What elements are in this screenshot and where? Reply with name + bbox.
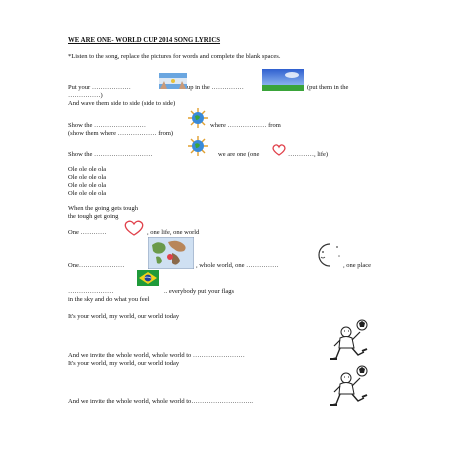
lyric-line-1b: up in the …………… bbox=[187, 84, 244, 91]
chorus-line-4: Ole ole ole ola bbox=[68, 190, 107, 197]
lyric-line-12: It's your world, my world, our world today bbox=[68, 313, 180, 320]
soccer-player-icon bbox=[328, 364, 374, 408]
lyric-line-5b: we are one (one bbox=[218, 151, 260, 158]
moon-icon bbox=[310, 242, 342, 268]
hands-flag-icon bbox=[158, 72, 188, 90]
lyric-line-5a: Show the ……………………… bbox=[68, 151, 153, 158]
lyric-line-10b: .. everybody put your flags bbox=[164, 288, 235, 295]
heart-icon bbox=[124, 220, 144, 236]
lyric-line-3a: Show the …………………… bbox=[68, 122, 146, 129]
lyric-line-6: When the going gets tough bbox=[68, 205, 139, 212]
chorus-line-1: Ole ole ole ola bbox=[68, 166, 107, 173]
lyric-line-15: And we invite the whole world, whole world to……………………….. bbox=[68, 398, 254, 405]
lyric-line-2: And wave them side to side (side to side) bbox=[68, 100, 176, 107]
lyric-line-9b: , whole world, one …………… bbox=[196, 262, 279, 269]
chorus-line-3: Ole ole ole ola bbox=[68, 182, 107, 189]
lyric-line-9a: One………………… bbox=[68, 262, 125, 269]
lyric-line-1d: ……………) bbox=[68, 92, 103, 99]
sun-globe-icon bbox=[188, 108, 208, 128]
lyric-line-1a: Put your ……………… bbox=[68, 84, 131, 91]
lyric-line-14: It's your world, my world, our world today bbox=[68, 360, 180, 367]
lyric-line-10a: ………………… bbox=[68, 288, 114, 295]
sun-globe-icon bbox=[188, 136, 208, 156]
lyric-line-7: the tough get going bbox=[68, 213, 119, 220]
sky-icon bbox=[262, 69, 304, 91]
heart-icon bbox=[272, 144, 286, 156]
lyric-line-1c: (put them in the bbox=[307, 84, 349, 91]
brazil-flag-icon bbox=[137, 270, 159, 286]
lyric-line-13: And we invite the whole world, whole world to …………………… bbox=[68, 352, 245, 359]
lyric-line-8a: One ………… bbox=[68, 229, 107, 236]
worksheet-title: WE ARE ONE- WORLD CUP 2014 SONG LYRICS bbox=[68, 37, 221, 44]
lyric-line-5c: …………, life) bbox=[288, 151, 329, 158]
chorus-line-2: Ole ole ole ola bbox=[68, 174, 107, 181]
soccer-player-icon bbox=[328, 318, 374, 362]
lyric-line-3b: where ……………… from bbox=[210, 122, 281, 129]
lyric-line-4: (show them where ……………… from) bbox=[68, 130, 174, 137]
lyric-line-11: in the sky and do what you feel bbox=[68, 296, 150, 303]
instructions: *Listen to the song, replace the pictures for words and complete the blank spaces. bbox=[68, 53, 281, 60]
lyric-line-9c: , one place bbox=[343, 262, 371, 269]
world-map-icon bbox=[148, 237, 194, 269]
lyric-line-8b: , one life, one world bbox=[147, 229, 200, 236]
